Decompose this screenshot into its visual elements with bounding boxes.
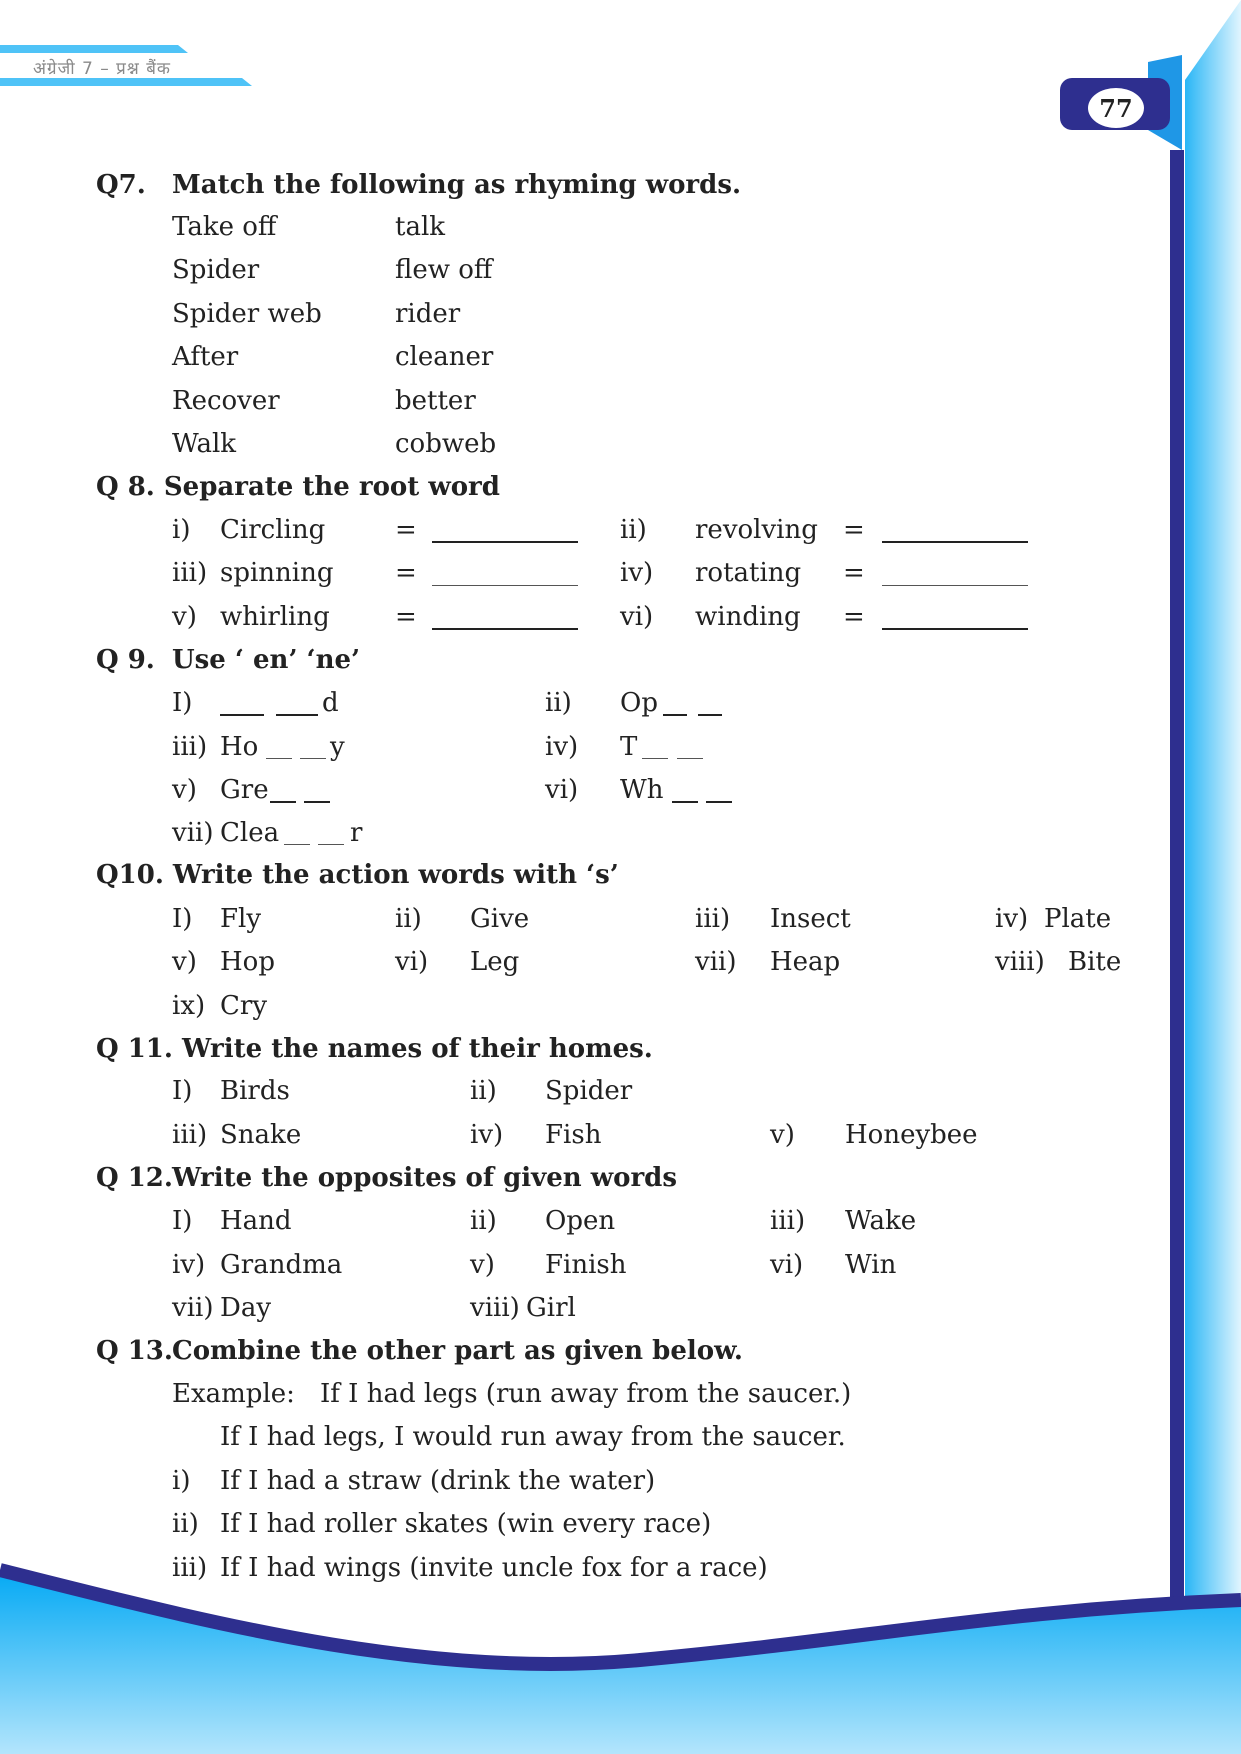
q8-eq-6: = <box>843 602 865 632</box>
q12-num-7: vii) <box>172 1293 214 1323</box>
q11-word-5: Honeybee <box>845 1120 978 1150</box>
q9-num-6: vi) <box>545 775 579 805</box>
q8-num-2: ii) <box>620 515 647 545</box>
q12-label: Q 12. <box>96 1163 173 1193</box>
q12-word-2: Open <box>545 1206 616 1236</box>
q8-title: Q 8. Separate the root word <box>96 472 500 502</box>
q12-num-1: I) <box>172 1206 193 1236</box>
q13-example-question: If I had legs (run away from the saucer.) <box>320 1379 852 1409</box>
q9-num-3: iii) <box>172 732 208 762</box>
q13-num-1: i) <box>172 1466 191 1496</box>
q11-num-3: iii) <box>172 1120 208 1150</box>
q7-left-5: Recover <box>172 386 280 416</box>
q8-blank-4[interactable] <box>882 585 1028 586</box>
q9-blank-6a[interactable] <box>672 801 698 803</box>
q9-blank-2a[interactable] <box>663 714 687 716</box>
q9-blank-5b[interactable] <box>304 801 330 803</box>
q9-pre-4: T <box>620 732 638 762</box>
q10-num-6: vi) <box>395 947 429 977</box>
q8-word-2: revolving <box>695 515 818 545</box>
q8-blank-6[interactable] <box>882 628 1028 630</box>
q9-num-5: v) <box>172 775 197 805</box>
q10-num-5: v) <box>172 947 197 977</box>
q10-word-4: Plate <box>1044 904 1112 934</box>
q7-left-2: Spider <box>172 255 260 285</box>
q8-word-1: Circling <box>220 515 326 545</box>
q12-title: Write the opposites of given words <box>172 1163 677 1193</box>
q10-word-5: Hop <box>220 947 275 977</box>
q8-eq-4: = <box>843 558 865 588</box>
q7-left-4: After <box>172 342 239 372</box>
q12-num-2: ii) <box>470 1206 497 1236</box>
q8-eq-2: = <box>843 515 865 545</box>
q9-blank-1a[interactable] <box>220 714 264 716</box>
q12-num-8: viii) <box>470 1293 520 1323</box>
q9-pre-6: Wh <box>620 775 664 805</box>
q8-word-6: winding <box>695 602 801 632</box>
q10-num-7: vii) <box>695 947 737 977</box>
q8-num-4: iv) <box>620 558 654 588</box>
q11-word-1: Birds <box>220 1076 290 1106</box>
q9-pre-2: Op <box>620 688 658 718</box>
q13-text-1: If I had a straw (drink the water) <box>220 1466 656 1496</box>
q7-left-3: Spider web <box>172 299 322 329</box>
q7-left-1: Take off <box>172 212 277 242</box>
q10-word-9: Cry <box>220 991 268 1021</box>
q7-right-2: flew off <box>395 255 493 285</box>
q9-blank-7b[interactable] <box>318 844 344 845</box>
q7-right-5: better <box>395 386 476 416</box>
q8-num-5: v) <box>172 602 197 632</box>
q10-num-1: I) <box>172 904 193 934</box>
q11-word-4: Fish <box>545 1120 602 1150</box>
q9-num-2: ii) <box>545 688 572 718</box>
q13-text-3: If I had wings (invite uncle fox for a race) <box>220 1553 768 1583</box>
q9-blank-3b[interactable] <box>300 758 326 759</box>
q13-label: Q 13. <box>96 1336 173 1366</box>
q9-blank-4a[interactable] <box>642 758 668 759</box>
q9-num-4: iv) <box>545 732 579 762</box>
q7-title: Match the following as rhyming words. <box>172 170 742 200</box>
q8-blank-2[interactable] <box>882 541 1028 543</box>
q11-num-4: iv) <box>470 1120 504 1150</box>
q7-right-3: rider <box>395 299 461 329</box>
q10-word-1: Fly <box>220 904 262 934</box>
q9-pre-3: Ho <box>220 732 259 762</box>
q10-num-9: ix) <box>172 991 206 1021</box>
q9-title: Use ‘ en’ ‘ne’ <box>172 645 361 675</box>
q8-word-5: whirling <box>220 602 330 632</box>
q10-title: Q10. Write the action words with ‘s’ <box>96 860 619 890</box>
q9-blank-7a[interactable] <box>284 844 310 845</box>
q12-word-7: Day <box>220 1293 272 1323</box>
q9-label: Q 9. <box>96 645 155 675</box>
q13-title: Combine the other part as given below. <box>172 1336 743 1366</box>
q10-word-8: Bite <box>1068 947 1122 977</box>
q7-right-6: cobweb <box>395 429 497 459</box>
q10-word-6: Leg <box>470 947 520 977</box>
q8-blank-1[interactable] <box>432 541 578 543</box>
q12-word-1: Hand <box>220 1206 292 1236</box>
q10-word-3: Insect <box>770 904 851 934</box>
q7-right-1: talk <box>395 212 446 242</box>
q8-num-6: vi) <box>620 602 654 632</box>
q11-word-3: Snake <box>220 1120 302 1150</box>
q10-num-4: iv) <box>995 904 1029 934</box>
q7-left-6: Walk <box>172 429 237 459</box>
q11-num-2: ii) <box>470 1076 497 1106</box>
q12-num-6: vi) <box>770 1250 804 1280</box>
q9-blank-6b[interactable] <box>706 801 732 803</box>
q11-num-1: I) <box>172 1076 193 1106</box>
q9-post-3: y <box>330 732 345 762</box>
q9-post-1: d <box>322 688 339 718</box>
header-title: अंग्रेजी 7 – प्रश्न बैंक <box>33 59 171 79</box>
q10-num-8: viii) <box>995 947 1045 977</box>
q13-text-2: If I had roller skates (win every race) <box>220 1509 712 1539</box>
q11-num-5: v) <box>770 1120 795 1150</box>
q10-num-3: iii) <box>695 904 731 934</box>
q8-num-1: i) <box>172 515 191 545</box>
q12-num-5: v) <box>470 1250 495 1280</box>
q12-word-3: Wake <box>845 1206 917 1236</box>
q13-num-2: ii) <box>172 1509 199 1539</box>
q8-eq-3: = <box>395 558 417 588</box>
q8-blank-3[interactable] <box>432 585 578 586</box>
q12-num-3: iii) <box>770 1206 806 1236</box>
page-number: 77 <box>1088 88 1144 128</box>
q8-eq-5: = <box>395 602 417 632</box>
q13-example-answer: If I had legs, I would run away from the saucer. <box>220 1422 846 1452</box>
q10-word-7: Heap <box>770 947 841 977</box>
q12-word-5: Finish <box>545 1250 627 1280</box>
q12-word-8: Girl <box>526 1293 576 1323</box>
q12-word-6: Win <box>845 1250 897 1280</box>
q8-word-3: spinning <box>220 558 334 588</box>
q9-post-7: r <box>350 818 363 848</box>
q11-word-2: Spider <box>545 1076 633 1106</box>
q12-num-4: iv) <box>172 1250 206 1280</box>
q7-label: Q7. <box>96 170 146 200</box>
q8-num-3: iii) <box>172 558 208 588</box>
q9-num-7: vii) <box>172 818 214 848</box>
q12-word-4: Grandma <box>220 1250 343 1280</box>
q9-blank-4b[interactable] <box>677 758 703 759</box>
q9-blank-2b[interactable] <box>698 714 722 716</box>
q10-word-2: Give <box>470 904 530 934</box>
q8-word-4: rotating <box>695 558 802 588</box>
q13-example-label: Example: <box>172 1379 295 1409</box>
q9-num-1: I) <box>172 688 193 718</box>
bottom-wave <box>0 1570 1241 1754</box>
q9-pre-7: Clea <box>220 818 280 848</box>
q10-num-2: ii) <box>395 904 422 934</box>
q13-num-3: iii) <box>172 1553 208 1583</box>
q7-right-4: cleaner <box>395 342 494 372</box>
q8-blank-5[interactable] <box>432 628 578 630</box>
side-band <box>1148 0 1241 1754</box>
q9-blank-5a[interactable] <box>270 801 296 803</box>
q9-blank-1b[interactable] <box>276 714 318 716</box>
q8-eq-1: = <box>395 515 417 545</box>
q9-blank-3a[interactable] <box>266 758 292 759</box>
q9-pre-5: Gre <box>220 775 269 805</box>
q11-title: Q 11. Write the names of their homes. <box>96 1034 653 1064</box>
